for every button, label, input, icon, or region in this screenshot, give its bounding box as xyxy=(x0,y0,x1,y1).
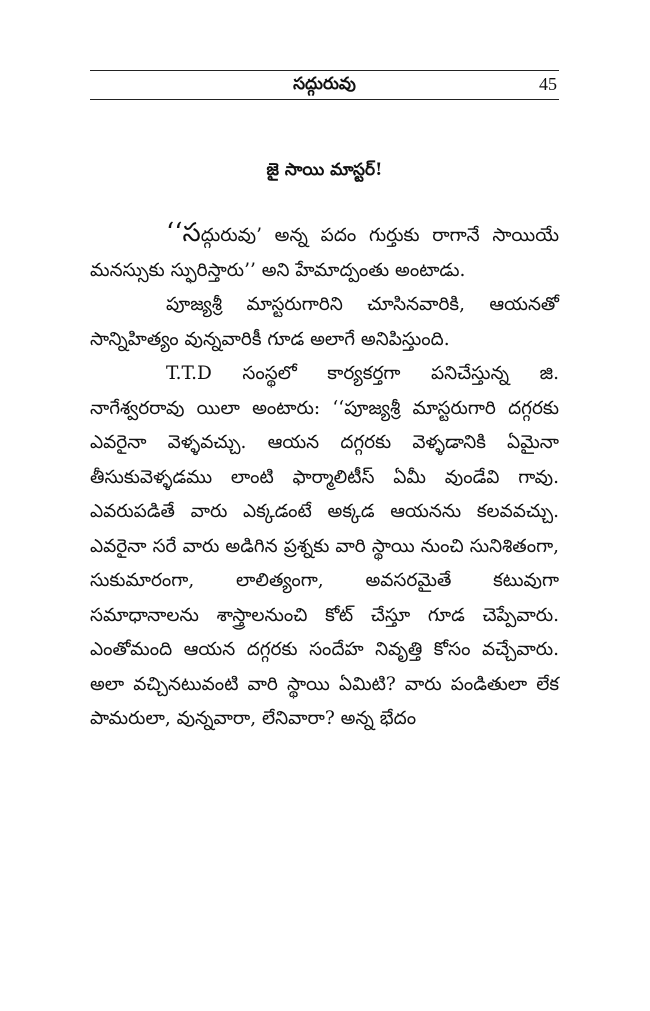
header-title: సద్గురువు xyxy=(293,74,356,94)
running-header xyxy=(90,70,559,100)
paragraph-1-text: ద్గురువు’ అన్న పదం గుర్తుకు రాగానే సాయియే మనస్సుకు స్ఫురిస్తారు’’ అని హేమాద్పంతు అంటాడు. xyxy=(90,225,559,281)
body-text xyxy=(90,216,559,737)
paragraph-1-opening: ‘‘స xyxy=(166,218,201,248)
page-number: 45 xyxy=(539,74,557,94)
section-heading: జై సాయి మాస్టర్! xyxy=(266,160,383,180)
paragraph-1 xyxy=(90,216,559,288)
paragraph-2: పూజ్యశ్రీ మాస్టరుగారిని చూసినవారికి, ఆయనతో సాన్నిహిత్యం వున్నవారికీ గూడ అలాగే అనిపిస్తుంది. xyxy=(90,294,559,350)
paragraph-3: T.T.D సంస్థలో కార్యకర్తగా పనిచేస్తున్న జి. నాగేశ్వరరావు యిలా అంటారు: ‘‘పూజ్యశ్రీ మాస్టరుగారి దగ్గరకు ఎవరైనా వెళ్ళవచ్చు. ఆయన దగ్గరకు వెళ్ళడానికి ఏమైనా తీసుకువెళ్ళడము లాంటి ఫార్మాలిటీస్ ఏమీ వుండేవి గావు. ఎవరుపడితే వారు ఎక్కడంటే అక్కడ ఆయనను కలవవచ్చు. ఎవరైనా సరే వారు అడిగిన ప్రశ్నకు వారి స్థాయి నుంచి సునిశితంగా, సుకుమారంగా, లాలిత్యంగా, అవసరమైతే కటువుగా సమాధానాలను శాస్త్రాలనుంచి కోట్ చేస్తూ గూడ చెప్పేవారు. ఎంతోమంది ఆయన దగ్గరకు సందేహ నివృత్తి కోసం వచ్చేవారు. అలా వచ్చినటువంటి వారి స్థాయి ఏమిటి? వారు పండితులా లేక పామరులా, వున్నవారా, లేనివారా? అన్న భేదం xyxy=(90,363,559,729)
